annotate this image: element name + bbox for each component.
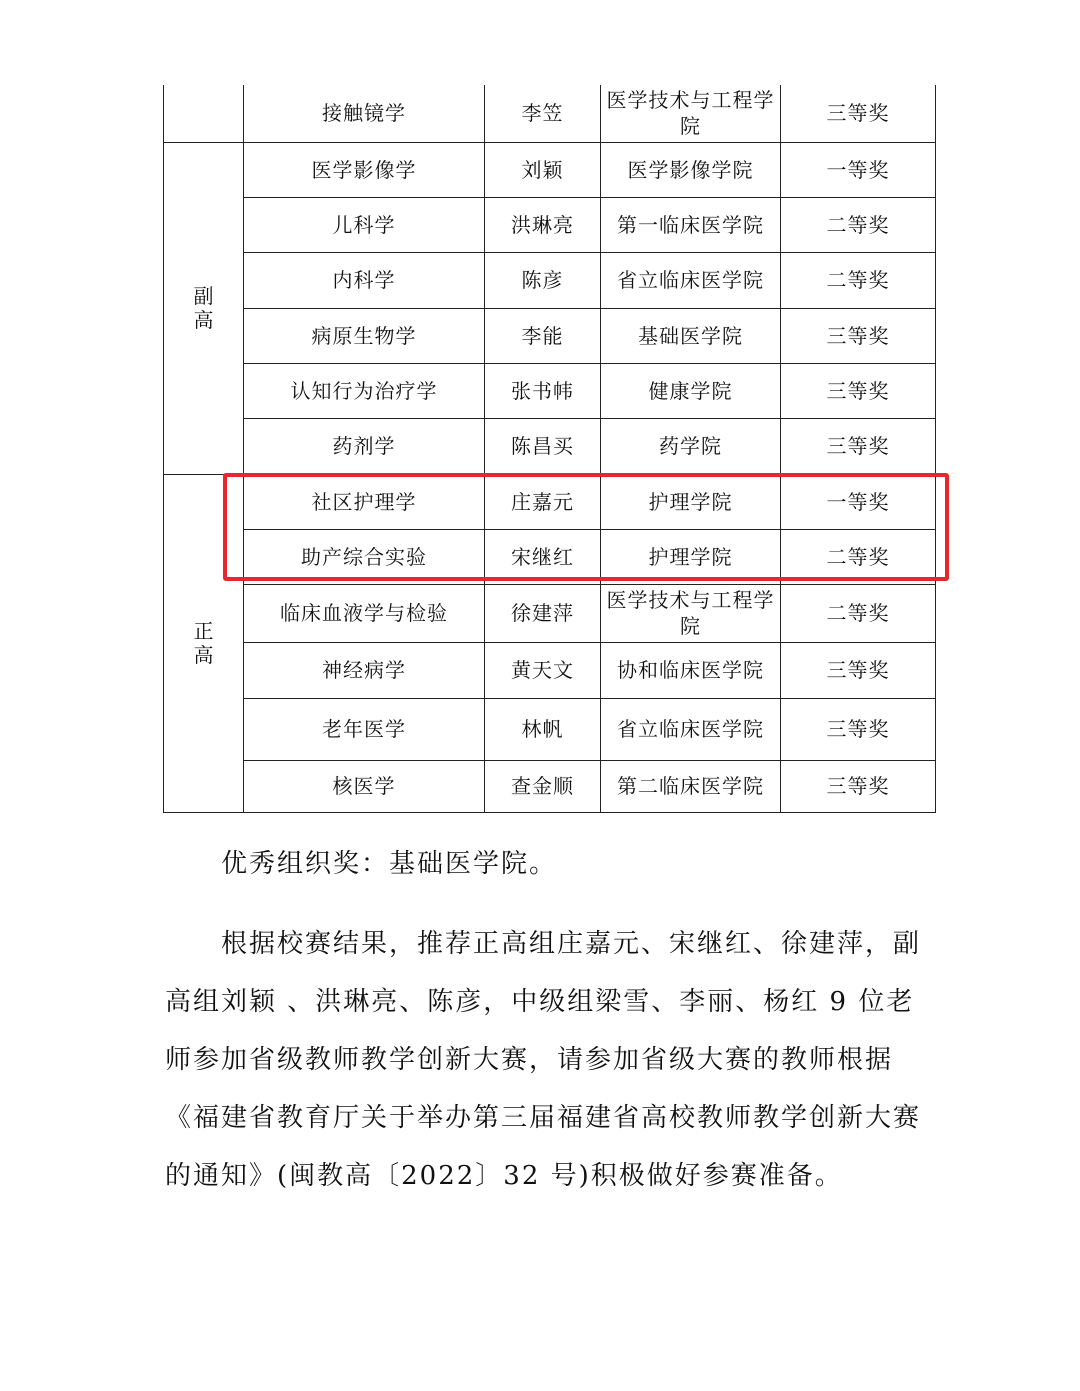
table-row	[164, 529, 936, 584]
college-cell: 护理学院	[601, 529, 781, 584]
teacher-cell: 林帆	[485, 698, 601, 760]
course-cell: 认知行为治疗学	[244, 363, 485, 418]
course-cell: 社区护理学	[244, 474, 485, 529]
table-row	[164, 760, 936, 812]
teacher-cell: 陈昌买	[485, 418, 601, 474]
table-row	[164, 698, 936, 760]
table-row	[164, 308, 936, 363]
course-cell: 神经病学	[244, 642, 485, 698]
course-cell: 临床血液学与检验	[244, 584, 485, 642]
teacher-cell: 李笠	[485, 85, 601, 142]
college-cell: 医学影像学院	[601, 142, 781, 197]
college-cell: 第一临床医学院	[601, 197, 781, 252]
award-cell: 二等奖	[781, 529, 936, 584]
award-cell: 一等奖	[781, 142, 936, 197]
college-cell: 协和临床医学院	[601, 642, 781, 698]
teacher-cell: 李能	[485, 308, 601, 363]
award-cell: 二等奖	[781, 584, 936, 642]
table-row	[164, 252, 936, 308]
teacher-cell: 陈彦	[485, 252, 601, 308]
teacher-cell: 张书帏	[485, 363, 601, 418]
table-row	[164, 363, 936, 418]
course-cell: 老年医学	[244, 698, 485, 760]
teacher-cell: 查金顺	[485, 760, 601, 812]
table-row	[164, 85, 936, 142]
teacher-cell: 刘颖	[485, 142, 601, 197]
group-cell-fugao	[164, 142, 244, 474]
table-row	[164, 142, 936, 197]
award-cell: 二等奖	[781, 252, 936, 308]
group-label-zhenggao: 正高	[193, 619, 215, 667]
group-cell-zhenggao	[164, 474, 244, 812]
teacher-cell: 洪琳亮	[485, 197, 601, 252]
org-award-paragraph: 优秀组织奖：基础医学院。	[221, 849, 558, 879]
college-cell: 护理学院	[601, 474, 781, 529]
award-cell: 三等奖	[781, 760, 936, 812]
award-cell: 三等奖	[781, 642, 936, 698]
recommendation-paragraph: 根据校赛结果，推荐正高组庄嘉元、宋继红、徐建萍，副高组刘颖 、洪琳亮、陈彦，中级组梁雪、李丽、杨红 9 位老师参加省级教师教学创新大赛，请参加省级大赛的教师根据《福建省教育厅关于举办第三届福建省高校教师教学创新大赛的通知》(闽教高〔2022〕32 号)积极做好参赛准备。	[165, 929, 922, 1191]
award-cell: 三等奖	[781, 363, 936, 418]
table-row	[164, 642, 936, 698]
table-row	[164, 474, 936, 529]
group-label-fugao: 副高	[193, 284, 215, 332]
college-cell: 基础医学院	[601, 308, 781, 363]
course-cell: 医学影像学	[244, 142, 485, 197]
table-row	[164, 584, 936, 642]
course-cell: 儿科学	[244, 197, 485, 252]
college-cell: 药学院	[601, 418, 781, 474]
award-cell: 三等奖	[781, 308, 936, 363]
college-cell: 健康学院	[601, 363, 781, 418]
award-cell: 三等奖	[781, 85, 936, 142]
teacher-cell: 宋继红	[485, 529, 601, 584]
teacher-cell: 黄天文	[485, 642, 601, 698]
award-cell: 三等奖	[781, 418, 936, 474]
award-cell: 一等奖	[781, 474, 936, 529]
course-cell: 病原生物学	[244, 308, 485, 363]
group-cell-continued	[164, 85, 244, 142]
course-cell: 接触镜学	[244, 85, 485, 142]
teacher-cell: 庄嘉元	[485, 474, 601, 529]
award-cell: 三等奖	[781, 698, 936, 760]
award-cell: 二等奖	[781, 197, 936, 252]
college-cell: 省立临床医学院	[601, 698, 781, 760]
course-cell: 内科学	[244, 252, 485, 308]
course-cell: 助产综合实验	[244, 529, 485, 584]
teacher-cell: 徐建萍	[485, 584, 601, 642]
college-cell: 医学技术与工程学院	[601, 85, 781, 142]
table-row	[164, 418, 936, 474]
college-cell: 第二临床医学院	[601, 760, 781, 812]
course-cell: 核医学	[244, 760, 485, 812]
college-cell: 医学技术与工程学院	[601, 584, 781, 642]
award-table	[163, 85, 936, 813]
course-cell: 药剂学	[244, 418, 485, 474]
table-row	[164, 197, 936, 252]
college-cell: 省立临床医学院	[601, 252, 781, 308]
